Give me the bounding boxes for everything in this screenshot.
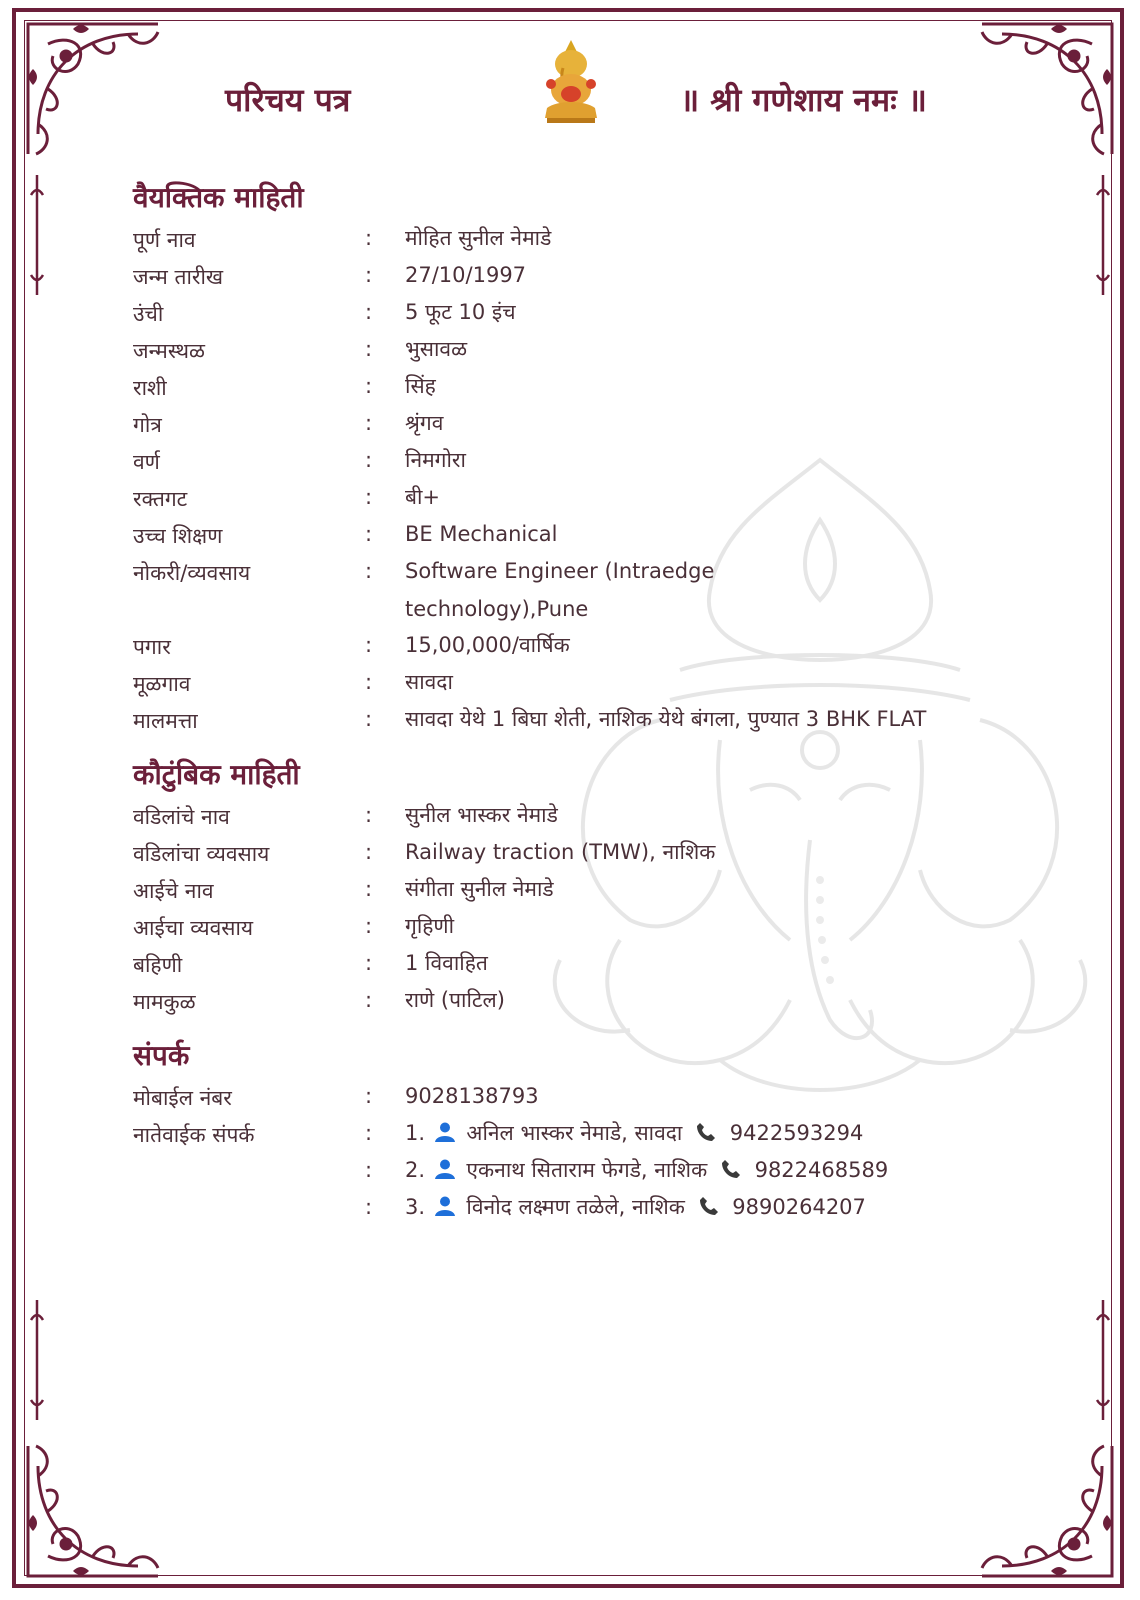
colon-separator: : xyxy=(365,522,373,546)
field-label: उंची xyxy=(133,302,164,326)
field-value: संगीता सुनील नेमाडे xyxy=(405,877,554,901)
field-label: मालमत्ता xyxy=(133,709,198,733)
relative-contact xyxy=(405,1151,1065,1189)
phone-icon xyxy=(698,1195,720,1217)
relative-phone: 9890264207 xyxy=(732,1195,866,1219)
relative-number: 2. xyxy=(405,1158,426,1182)
info-row xyxy=(133,707,1063,745)
field-label: वडिलांचा व्यवसाय xyxy=(133,842,270,866)
relative-name: अनिल भास्कर नेमाडे, सावदा xyxy=(466,1121,683,1145)
corner-ornament xyxy=(18,1436,168,1586)
field-value: सिंह xyxy=(405,374,436,398)
relative-phone: 9822468589 xyxy=(754,1158,889,1182)
colon-separator: : xyxy=(365,914,373,938)
field-label: नोकरी/व्यवसाय xyxy=(133,561,251,585)
corner-ornament xyxy=(972,1436,1122,1586)
section-heading-personal: वैयक्तिक माहिती xyxy=(133,181,304,214)
relative-contact xyxy=(405,1188,1065,1226)
side-ornament xyxy=(26,175,48,295)
colon-separator: : xyxy=(365,485,373,509)
colon-separator: : xyxy=(365,707,373,731)
field-value: निमगोरा xyxy=(405,448,466,472)
relative-name: एकनाथ सिताराम फेगडे, नाशिक xyxy=(466,1158,708,1182)
field-value: Railway traction (TMW), नाशिक xyxy=(405,840,716,864)
field-value: 5 फूट 10 इंच xyxy=(405,300,516,324)
corner-ornament xyxy=(972,14,1122,164)
field-value: श्रृंगव xyxy=(405,411,444,435)
field-value: 27/10/1997 xyxy=(405,263,527,287)
side-ornament xyxy=(1092,1300,1114,1420)
field-value: गृहिणी xyxy=(405,914,455,938)
field-label: पगार xyxy=(133,635,171,659)
field-value: Software Engineer (Intraedge technology),Pune xyxy=(405,559,715,621)
field-label: जन्मस्थळ xyxy=(133,339,205,363)
field-label: जन्म तारीख xyxy=(133,265,224,289)
colon-separator: : xyxy=(365,988,373,1012)
field-label: नातेवाईक संपर्क xyxy=(133,1123,255,1147)
colon-separator: : xyxy=(365,1121,373,1145)
info-row xyxy=(133,988,1063,1026)
ganesha-idol-icon xyxy=(537,38,605,124)
field-label: रक्तगट xyxy=(133,487,188,511)
relative-contact-row xyxy=(133,1195,1063,1233)
field-label: मूळगाव xyxy=(133,672,191,696)
person-icon xyxy=(434,1121,456,1143)
info-row xyxy=(133,559,1063,633)
colon-separator: : xyxy=(365,411,373,435)
field-label: आईचे नाव xyxy=(133,879,214,903)
colon-separator: : xyxy=(365,877,373,901)
field-value: भुसावळ xyxy=(405,337,468,361)
invocation-text: ॥ श्री गणेशाय नमः ॥ xyxy=(680,81,927,119)
section-heading-contact: संपर्क xyxy=(133,1039,190,1072)
field-label: मामकुळ xyxy=(133,990,196,1014)
colon-separator: : xyxy=(365,670,373,694)
field-label: वडिलांचे नाव xyxy=(133,805,230,829)
side-ornament xyxy=(1092,175,1114,295)
colon-separator: : xyxy=(365,803,373,827)
field-value: सुनील भास्कर नेमाडे xyxy=(405,803,558,827)
section-heading-family: कौटुंबिक माहिती xyxy=(133,758,300,791)
colon-separator: : xyxy=(365,226,373,250)
colon-separator: : xyxy=(365,337,373,361)
colon-separator: : xyxy=(365,951,373,975)
person-icon xyxy=(434,1195,456,1217)
field-label: पूर्ण नाव xyxy=(133,228,196,252)
colon-separator: : xyxy=(365,840,373,864)
relative-number: 1. xyxy=(405,1121,426,1145)
field-value: बी+ xyxy=(405,485,441,509)
field-value: सावदा xyxy=(405,670,453,694)
mobile-number: 9028138793 xyxy=(405,1084,539,1108)
colon-separator: : xyxy=(365,1195,373,1219)
colon-separator: : xyxy=(365,1158,373,1182)
colon-separator: : xyxy=(365,263,373,287)
colon-separator: : xyxy=(365,300,373,324)
field-label: मोबाईल नंबर xyxy=(133,1086,232,1110)
field-value: राणे (पाटिल) xyxy=(405,988,505,1012)
colon-separator: : xyxy=(365,559,373,583)
relative-phone: 9422593294 xyxy=(729,1121,864,1145)
field-value: सावदा येथे 1 बिघा शेती, नाशिक येथे बंगला, पुण्यात 3 BHK FLAT xyxy=(405,707,927,731)
page-title: परिचय पत्र xyxy=(225,81,351,119)
field-label: आईचा व्यवसाय xyxy=(133,916,254,940)
field-label: राशी xyxy=(133,376,167,400)
relative-number: 3. xyxy=(405,1195,426,1219)
colon-separator: : xyxy=(365,448,373,472)
relative-name: विनोद लक्ष्मण तळेले, नाशिक xyxy=(466,1195,685,1219)
corner-ornament xyxy=(18,14,168,164)
field-value: मोहित सुनील नेमाडे xyxy=(405,226,552,250)
field-label: उच्च शिक्षण xyxy=(133,524,223,548)
phone-icon xyxy=(720,1158,742,1180)
colon-separator: : xyxy=(365,633,373,657)
field-value: BE Mechanical xyxy=(405,522,558,546)
relative-contact xyxy=(405,1114,1065,1152)
field-value: 1 विवाहित xyxy=(405,951,488,975)
field-label: वर्ण xyxy=(133,450,160,474)
colon-separator: : xyxy=(365,1084,373,1108)
colon-separator: : xyxy=(365,374,373,398)
field-label: गोत्र xyxy=(133,413,162,437)
field-value: 15,00,000/वार्षिक xyxy=(405,633,570,657)
field-label: बहिणी xyxy=(133,953,183,977)
side-ornament xyxy=(26,1300,48,1420)
phone-icon xyxy=(695,1121,717,1143)
person-icon xyxy=(434,1158,456,1180)
